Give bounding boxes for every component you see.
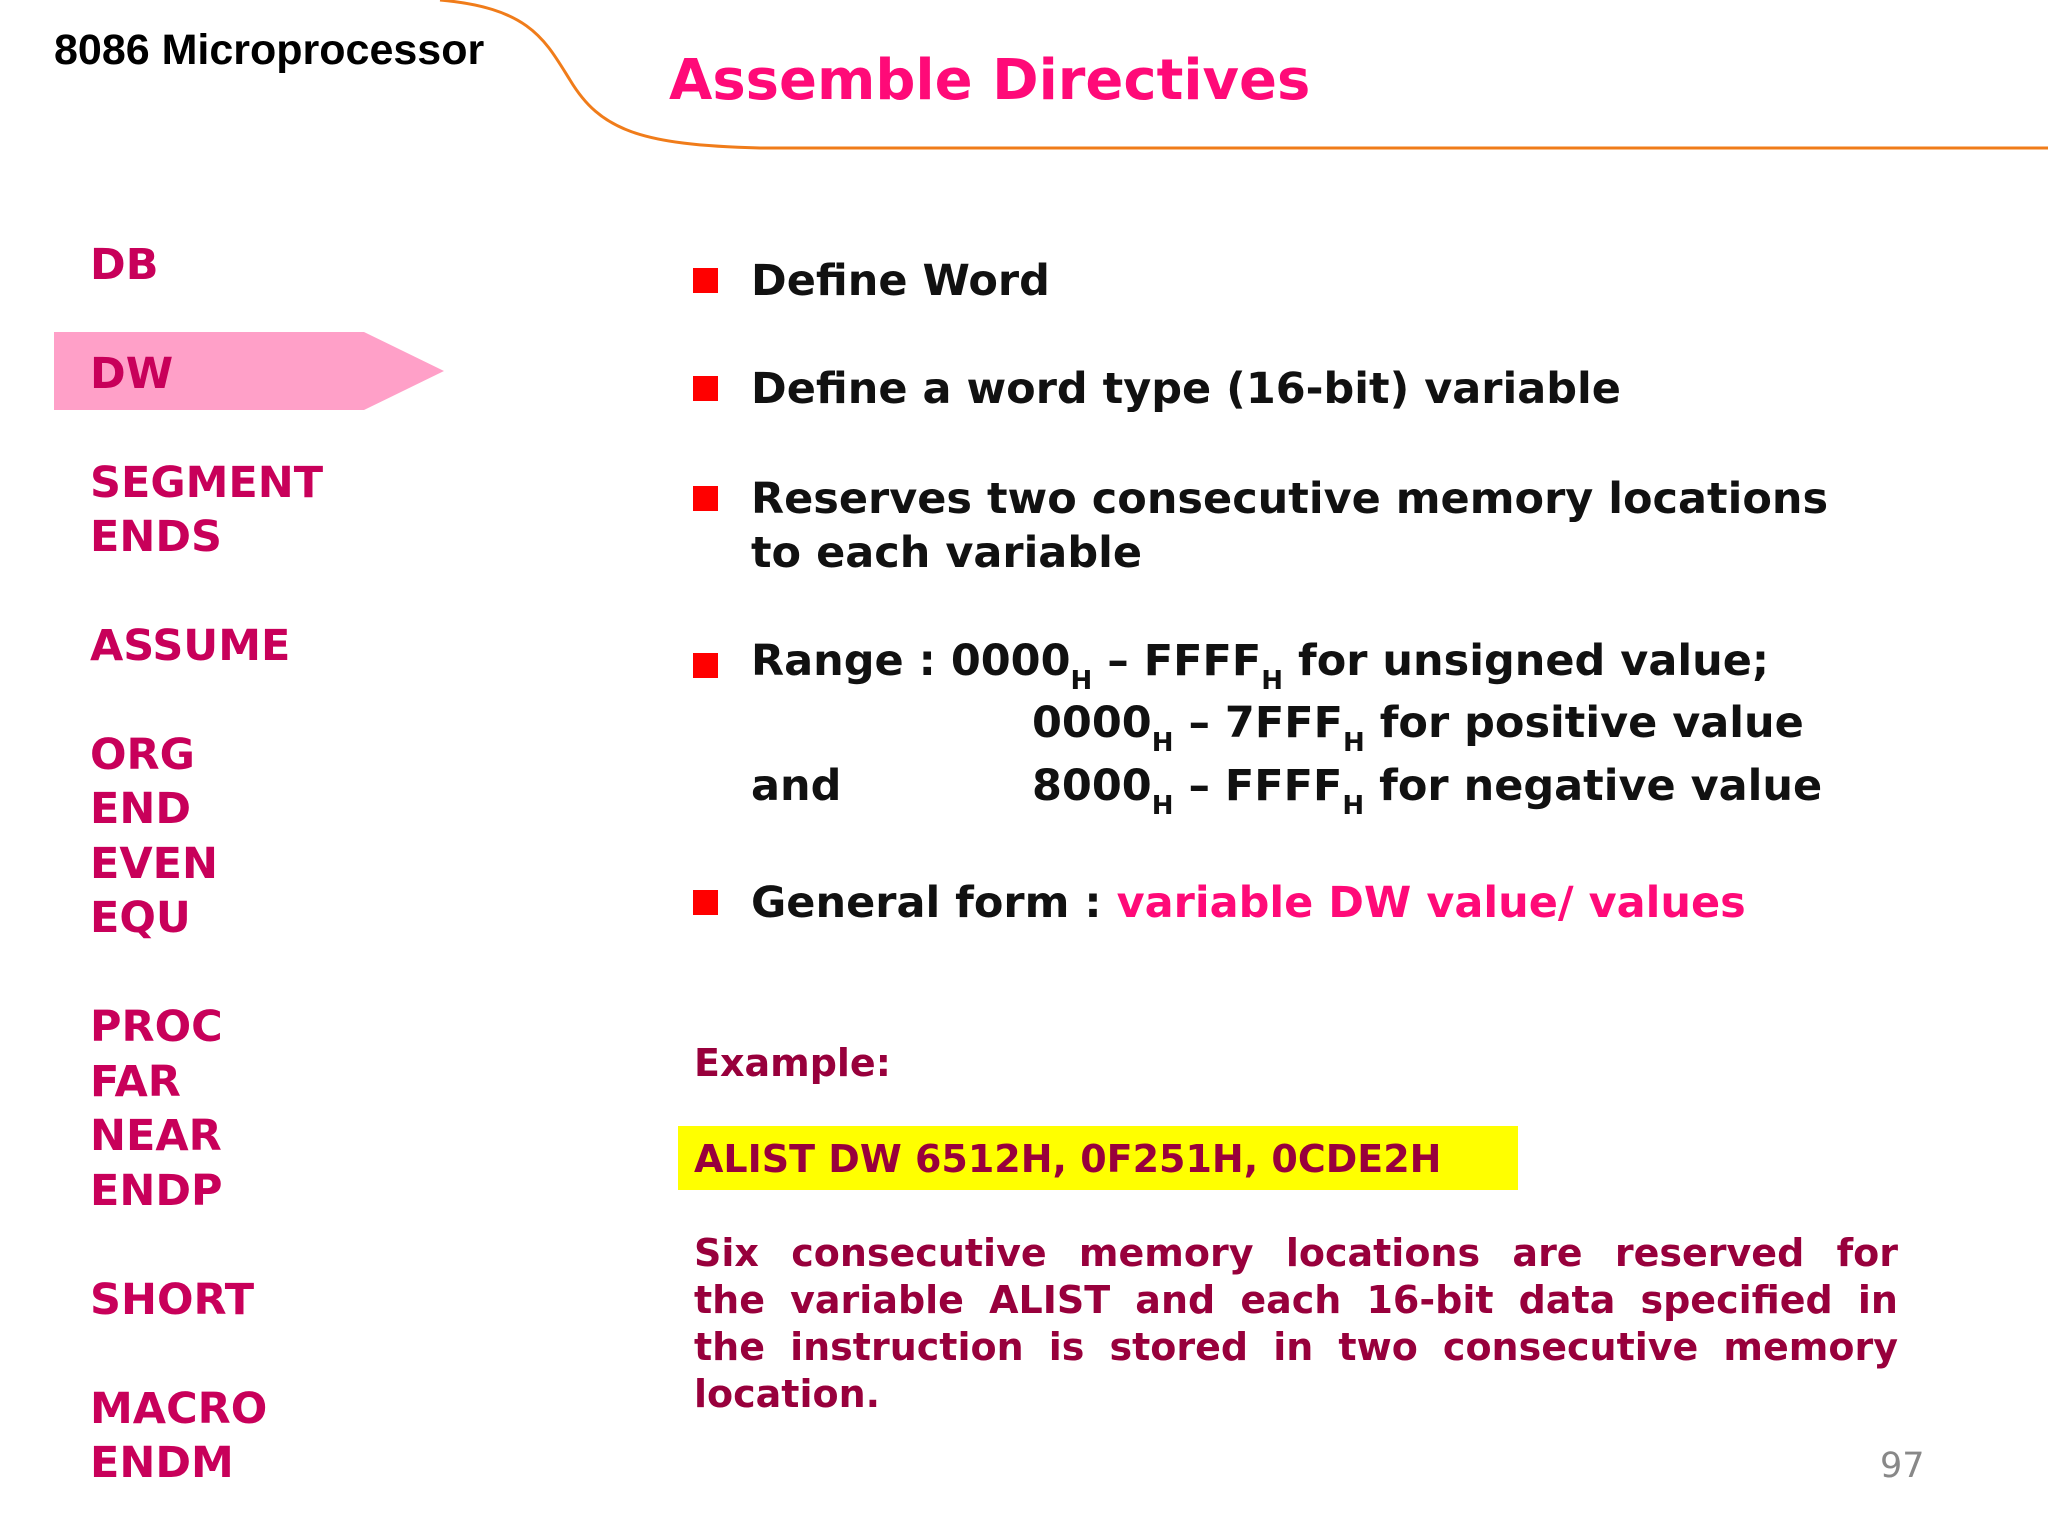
- range-unsigned-to: FFFF: [1143, 636, 1262, 686]
- hex-subscript: H: [1261, 666, 1284, 696]
- bullet-reserves-line1: Reserves two consecutive memory locations: [751, 474, 1829, 524]
- hex-subscript: H: [1342, 728, 1365, 758]
- range-positive-desc: for positive value: [1379, 698, 1804, 748]
- range-and-word: and: [751, 761, 842, 811]
- range-line-positive: [1032, 698, 1804, 758]
- code-highlight: [678, 1126, 1518, 1190]
- bullet-square-icon: [693, 268, 718, 293]
- sidebar-item-even[interactable]: EVEN: [90, 839, 219, 889]
- range-dash: –: [1107, 636, 1129, 686]
- slide-title: Assemble Directives: [669, 48, 1311, 113]
- range-positive-from: 0000: [1032, 698, 1152, 748]
- sidebar-item-near[interactable]: NEAR: [90, 1111, 222, 1161]
- example-description: Six consecutive memory locations are reserved for the variable ALIST and each 16-bit data specified in the instruction is stored in two consecutive memory location.: [694, 1231, 1898, 1416]
- sidebar-item-end[interactable]: END: [90, 784, 192, 834]
- example-label: Example:: [694, 1041, 891, 1085]
- range-dash: –: [1188, 698, 1210, 748]
- sidebar-item-short[interactable]: SHORT: [90, 1275, 255, 1325]
- range-line-unsigned: [751, 636, 1770, 696]
- range-label: Range :: [751, 636, 951, 686]
- sidebar-item-equ[interactable]: EQU: [90, 893, 191, 943]
- sidebar-item-endm[interactable]: ENDM: [90, 1438, 234, 1488]
- sidebar-item-dw[interactable]: DW: [90, 349, 174, 399]
- bullet-square-icon: [693, 376, 718, 401]
- range-negative-from: 8000: [1032, 761, 1152, 811]
- sidebar-item-far[interactable]: FAR: [90, 1057, 181, 1107]
- range-unsigned-from: 0000: [950, 636, 1071, 686]
- bullet-word-type: Define a word type (16-bit) variable: [751, 364, 1621, 414]
- page-number: 97: [1880, 1446, 1925, 1486]
- bullet-define-word: Define Word: [751, 256, 1050, 306]
- hex-subscript: H: [1070, 666, 1093, 696]
- range-unsigned-desc: for unsigned value;: [1298, 636, 1770, 686]
- hex-subscript: H: [1151, 791, 1174, 821]
- course-title: 8086 Microprocessor: [54, 26, 485, 74]
- hex-subscript: H: [1151, 728, 1174, 758]
- range-negative-desc: for negative value: [1379, 761, 1823, 811]
- range-dash: –: [1188, 761, 1210, 811]
- sidebar-item-macro[interactable]: MACRO: [90, 1384, 268, 1434]
- bullet-reserves-line2: to each variable: [751, 528, 1143, 578]
- range-positive-to: 7FFF: [1224, 698, 1343, 748]
- range-negative-to: FFFF: [1224, 761, 1343, 811]
- general-form-label: General form :: [751, 878, 1117, 928]
- sidebar-item-db[interactable]: DB: [90, 240, 159, 290]
- sidebar-item-proc[interactable]: PROC: [90, 1002, 223, 1052]
- example-code: ALIST DW 6512H, 0F251H, 0CDE2H: [694, 1137, 1442, 1181]
- bullet-square-icon: [693, 653, 718, 678]
- hex-subscript: H: [1342, 791, 1365, 821]
- general-form-value: variable DW value/ values: [1116, 878, 1746, 928]
- sidebar-item-ends[interactable]: ENDS: [90, 512, 223, 562]
- sidebar-item-org[interactable]: ORG: [90, 730, 195, 780]
- sidebar-item-segment[interactable]: SEGMENT: [90, 458, 324, 508]
- general-form-line: [751, 878, 1746, 928]
- sidebar-item-assume[interactable]: ASSUME: [90, 621, 291, 671]
- bullet-square-icon: [693, 486, 718, 511]
- bullet-square-icon: [693, 890, 718, 915]
- range-line-negative: [1032, 761, 1823, 821]
- sidebar-item-endp[interactable]: ENDP: [90, 1166, 223, 1216]
